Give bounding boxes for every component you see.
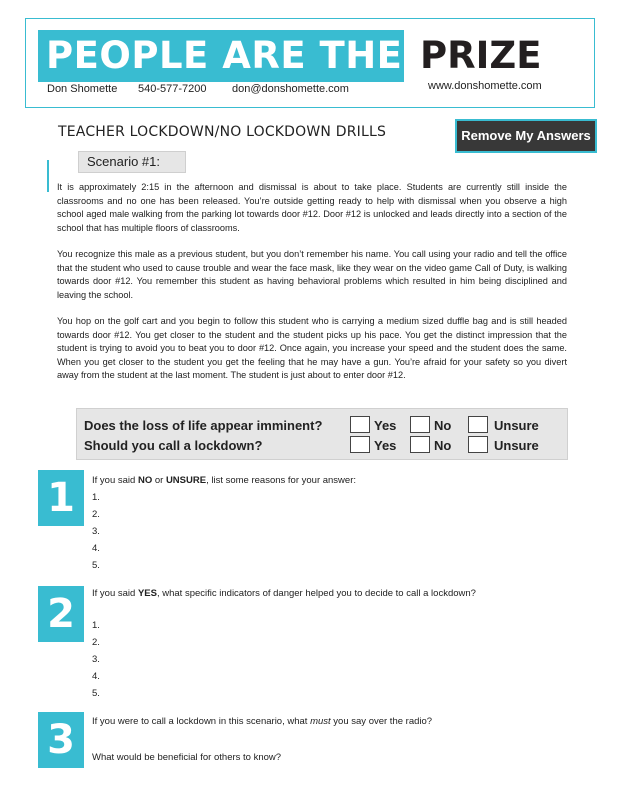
scenario-paragraph: You hop on the golf cart and you begin to follow this student who is carrying a medium sized duffle bag and is still headed towards door #12. You get closer to the student and the student picks up his pace. You get the distinct impression that the student is trying to avoid you to beat you to door #12. Once again, you increase your speed and the student does the same. When you get closer to the student you get the feeling that he may have a gun. You’re afraid for your safety so you divert away from the student at the last moment. The student is just about to enter door #12. <box>57 316 567 380</box>
yes-label: Yes <box>374 418 397 433</box>
section-3-prompt: If you were to call a lockdown in this scenario, what must you say over the radio? <box>92 716 433 727</box>
lockdown-unsure-checkbox[interactable] <box>468 436 488 453</box>
answer-line[interactable]: 5. <box>92 688 100 699</box>
question-lockdown: Should you call a lockdown? <box>84 438 263 453</box>
section-number-2: 2 <box>38 586 84 642</box>
section-1-prompt: If you said NO or UNSURE, list some reasons for your answer: <box>92 475 357 486</box>
answer-line[interactable]: 2. <box>92 637 100 648</box>
answer-line[interactable]: 3. <box>92 526 100 537</box>
scenario-paragraph: You recognize this male as a previous student, but you don’t remember his name. You call using your radio and tell the office that the student who used to cause trouble and wear the face mask, like they wear on the video game Call of Duty, is walking towards door #12. You remember this student as having behavioral problems which resulted in him being disciplined and leaving the school. <box>57 249 567 300</box>
banner-title: PEOPLE ARE THE <box>38 30 404 82</box>
website-link[interactable]: www.donshomette.com <box>428 80 542 92</box>
answer-line[interactable]: 1. <box>92 492 100 503</box>
imminent-yes-checkbox[interactable] <box>350 416 370 433</box>
imminent-no-checkbox[interactable] <box>410 416 430 433</box>
scenario-paragraph: It is approximately 2:15 in the afternoon and dismissal is about to take place. Students are currently still inside the classrooms and no one has been released. You’re outside getting ready to help with dismissal when you observe a high school aged male walking from the parking lot towards door #12. Door #12 is unlocked and leads directly into a section of the school that has multiple floors of classrooms. <box>57 182 567 233</box>
contact-email[interactable]: don@donshomette.com <box>232 83 349 95</box>
page-title: TEACHER LOCKDOWN/NO LOCKDOWN DRILLS <box>58 124 387 140</box>
answer-line[interactable]: 5. <box>92 560 100 571</box>
scenario-label: Scenario #1: <box>78 151 186 173</box>
remove-answers-button[interactable]: Remove My Answers <box>455 119 597 153</box>
answer-line[interactable]: 1. <box>92 620 100 631</box>
answer-line[interactable]: 3. <box>92 654 100 665</box>
answer-line[interactable]: 2. <box>92 509 100 520</box>
no-label: No <box>434 438 452 453</box>
lockdown-yes-checkbox[interactable] <box>350 436 370 453</box>
yes-label: Yes <box>374 438 397 453</box>
lockdown-no-checkbox[interactable] <box>410 436 430 453</box>
unsure-label: Unsure <box>494 438 539 453</box>
contact-phone: 540-577-7200 <box>138 83 207 95</box>
section-number-3: 3 <box>38 712 84 768</box>
contact-name: Don Shomette <box>47 83 118 95</box>
question-imminent: Does the loss of life appear imminent? <box>84 418 323 433</box>
imminent-unsure-checkbox[interactable] <box>468 416 488 433</box>
no-label: No <box>434 418 452 433</box>
answer-line[interactable]: 4. <box>92 543 100 554</box>
banner-prize: PRIZE <box>420 34 542 77</box>
scenario-accent-rule <box>47 160 49 192</box>
section-3-prompt-2: What would be beneficial for others to know? <box>92 752 282 763</box>
answer-line[interactable]: 4. <box>92 671 100 682</box>
unsure-label: Unsure <box>494 418 539 433</box>
section-2-prompt: If you said YES, what specific indicators of danger helped you to decide to call a lockdown? <box>92 588 476 599</box>
section-number-1: 1 <box>38 470 84 526</box>
